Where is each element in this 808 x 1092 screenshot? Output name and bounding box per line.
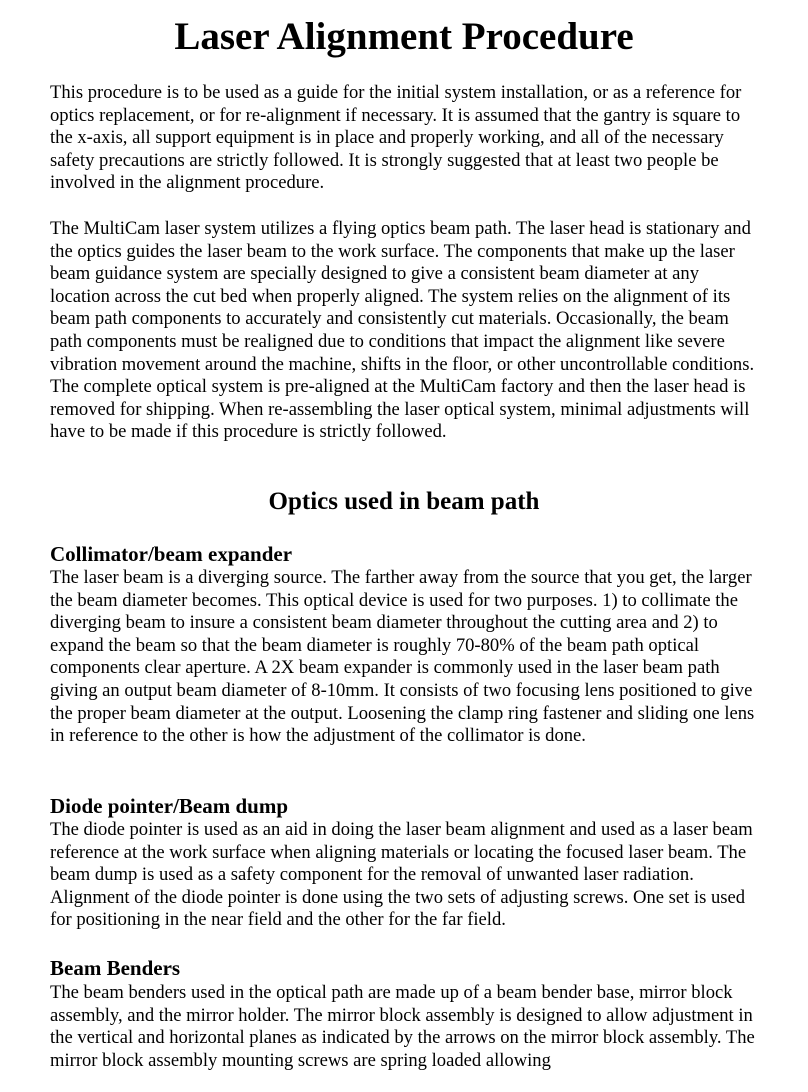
beam-benders-heading: Beam Benders xyxy=(50,956,181,980)
document-title: Laser Alignment Procedure xyxy=(174,15,634,58)
collimator-paragraph: The laser beam is a diverging source. The farther away from the source that you get, the larger the beam diameter becomes. This optical device is used for two purposes. 1) to collimate the diverging beam to insure a consistent beam diameter throughout the cutting area and 2) to expand the beam so that the beam diameter is roughly 70-80% of the beam path optical components clear aperture. A 2X beam expander is commonly used in the laser beam path giving an output beam diameter of 8-10mm. It consists of two focusing lens positioned to give the proper beam diameter at the output. Loosening the clamp ring fastener and sliding one lens in reference to the other is how the adjustment of the collimator is done. xyxy=(50,567,755,747)
system-overview-paragraph: The MultiCam laser system utilizes a flying optics beam path. The laser head is stationary and the optics guides the laser beam to the work surface. The components that make up the laser beam guidance system are specially designed to give a consistent beam diameter at any location across the cut bed when properly aligned. The system relies on the alignment of its beam path components to accurately and consistently cut materials. Occasionally, the beam path components must be realigned due to conditions that impact the alignment like severe vibration movement around the machine, shifts in the floor, or other uncontrollable conditions. The complete optical system is pre-aligned at the MultiCam factory and then the laser head is removed for shipping. When re-assembling the laser optical system, minimal adjustments will have to be made if this procedure is strictly followed. xyxy=(50,218,755,443)
diode-pointer-paragraph: The diode pointer is used as an aid in doing the laser beam alignment and used as a laser beam reference at the work surface when aligning materials or locating the focused laser beam. The beam dump is used as a safety component for the removal of unwanted laser radiation. Alignment of the diode pointer is done using the two sets of adjusting screws. One set is used for positioning in the near field and the other for the far field. xyxy=(50,819,753,931)
intro-paragraph: This procedure is to be used as a guide for the initial system installation, or as a reference for optics replacement, or for re-alignment if necessary. It is assumed that the gantry is square to the x-axis, all support equipment is in place and properly working, and all of the necessary safety precautions are strictly followed. It is strongly suggested that at least two people be involved in the alignment procedure. xyxy=(50,82,742,194)
diode-pointer-heading: Diode pointer/Beam dump xyxy=(50,794,289,818)
optics-section-heading: Optics used in beam path xyxy=(268,488,540,515)
beam-benders-paragraph: The beam benders used in the optical path are made up of a beam bender base, mirror block assembly, and the mirror holder. The mirror block assembly is designed to allow adjustment in the vertical and horizontal planes as indicated by the arrows on the mirror block assembly. The mirror block assembly mounting screws are spring loaded allowing xyxy=(50,982,755,1071)
collimator-heading: Collimator/beam expander xyxy=(50,542,293,566)
